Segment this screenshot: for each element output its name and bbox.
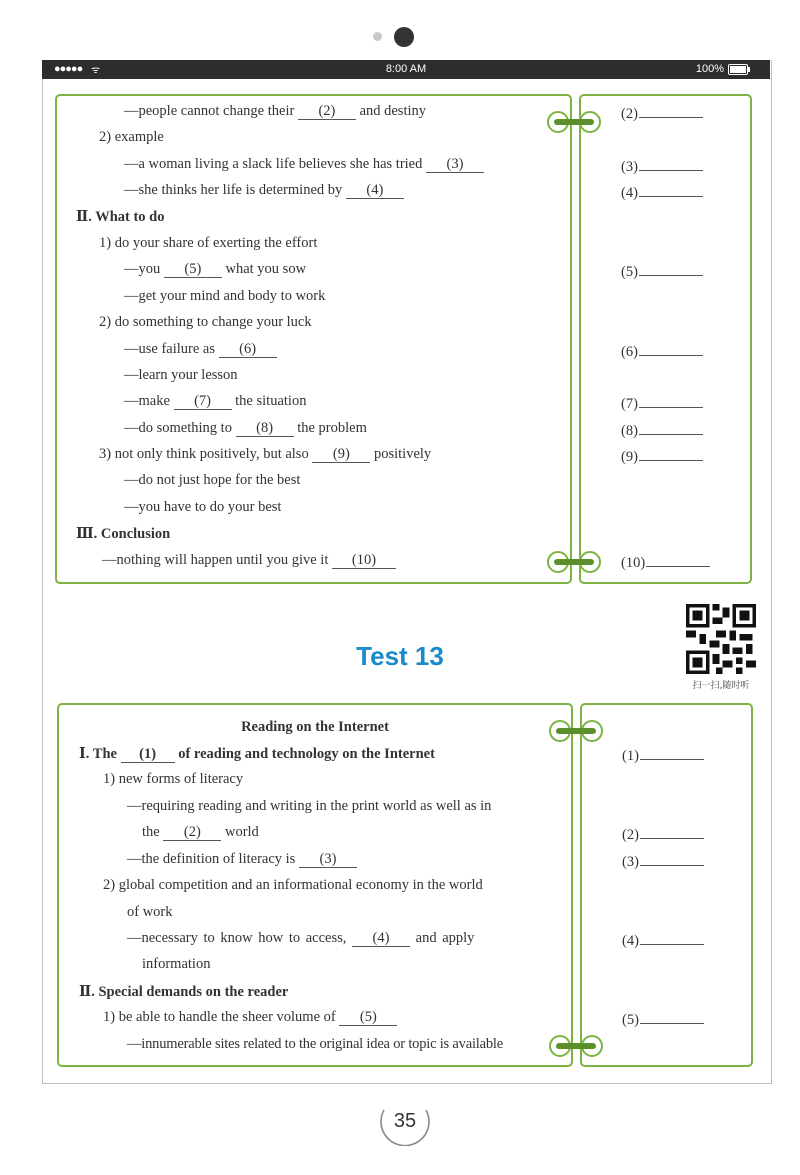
- s1-line-15: —do not just hope for the best: [124, 472, 301, 488]
- answer-2: (2): [621, 103, 703, 123]
- answer-3: (3): [621, 156, 703, 176]
- blank-7: (7): [174, 394, 232, 410]
- s2-line-1: Ⅰ. The (1) of reading and technology on the Internet: [79, 746, 435, 762]
- s2-line-2: 1) new forms of literacy: [103, 771, 244, 787]
- s2-line-12: —innumerable sites related to the original idea or topic is available: [127, 1036, 503, 1052]
- s2-line-5: —the definition of literacy is (3): [127, 851, 357, 868]
- blank-6: (6): [219, 342, 277, 358]
- s1-line-10: —use failure as (6): [124, 341, 277, 358]
- blank-4: (4): [346, 183, 404, 199]
- s1-line-13: —do something to (8) the problem: [124, 420, 367, 436]
- s1-line-12: —make (7) the situation: [124, 393, 307, 409]
- blank-5b: (5): [339, 1010, 397, 1026]
- answer-8: (8): [621, 420, 703, 440]
- s1-line-1: —people cannot change their (2) and destiny: [124, 103, 427, 119]
- camera-dot: [394, 27, 414, 47]
- blank-4b: (4): [352, 931, 410, 947]
- qr-caption: 扫一扫,随时听: [692, 681, 750, 691]
- binder-ring-icon: [546, 550, 602, 574]
- wifi-icon: ᯤ: [91, 65, 101, 76]
- answer-5b: (5): [622, 1009, 704, 1029]
- answer-9: (9): [621, 446, 703, 466]
- s1-heading-conclusion: Ⅲ. Conclusion: [76, 526, 171, 542]
- page-number: 35: [378, 1096, 432, 1146]
- s2-line-4: the (2) world: [142, 824, 259, 840]
- answer-2b: (2): [622, 824, 704, 844]
- answer-5: (5): [621, 261, 703, 281]
- s2-line-8: —necessary to know how to access, (4) and apply: [127, 930, 475, 946]
- answer-1b: (1): [622, 745, 704, 765]
- binder-ring-icon: [548, 1034, 604, 1058]
- binder-ring-icon: [548, 719, 604, 743]
- s1-line-16: —you have to do your best: [124, 499, 282, 515]
- camera-dot-small: [373, 32, 382, 41]
- signal-icon: ●●●●●: [54, 63, 83, 75]
- blank-8: (8): [236, 421, 294, 437]
- answer-10: (10): [621, 552, 710, 572]
- blank-9: (9): [312, 447, 370, 463]
- blank-3b: (3): [299, 852, 357, 868]
- blank-5: (5): [164, 262, 222, 278]
- answer-6: (6): [621, 341, 703, 361]
- s1-line-8: —get your mind and body to work: [124, 288, 326, 304]
- blank-3: (3): [426, 157, 484, 173]
- s2-heading-special-demands: Ⅱ. Special demands on the reader: [79, 984, 289, 1000]
- blank-2: (2): [298, 104, 356, 120]
- blank-1: (1): [121, 747, 175, 763]
- s2-line-3: —requiring reading and writing in the print world as well as in: [127, 798, 492, 814]
- s1-line-4: —she thinks her life is determined by (4): [124, 182, 404, 199]
- section-heading: Reading on the Internet: [241, 719, 389, 735]
- test-title: Test 13: [356, 641, 444, 671]
- battery-percent: 100%: [695, 63, 724, 75]
- s1-line-9: 2) do something to change your luck: [99, 314, 312, 330]
- answer-3b: (3): [622, 851, 704, 871]
- status-bar: [42, 60, 770, 79]
- s1-line-7: —you (5) what you sow: [124, 261, 307, 277]
- qr-code-icon[interactable]: [686, 604, 756, 674]
- answer-4: (4): [621, 182, 703, 202]
- s2-line-9: information: [142, 956, 211, 972]
- s1-line-18: —nothing will happen until you give it (10): [102, 552, 396, 569]
- s1-heading-what-to-do: Ⅱ. What to do: [76, 209, 165, 225]
- blank-10: (10): [332, 553, 396, 569]
- answer-4b: (4): [622, 930, 704, 950]
- s2-line-7: of work: [127, 904, 173, 920]
- s1-line-14: 3) not only think positively, but also (9) positively: [99, 446, 432, 462]
- s1-line-3: —a woman living a slack life believes she has tried (3): [124, 156, 484, 173]
- blank-2b: (2): [163, 825, 221, 841]
- s2-line-6: 2) global competition and an informational economy in the world: [103, 877, 483, 893]
- status-time: 8:00 AM: [385, 63, 427, 75]
- answer-7: (7): [621, 393, 703, 413]
- s1-line-2: 2) example: [99, 129, 164, 145]
- binder-ring-icon: [546, 110, 602, 134]
- battery-icon: [728, 64, 748, 75]
- s1-line-6: 1) do your share of exerting the effort: [99, 235, 318, 251]
- s1-line-11: —learn your lesson: [124, 367, 238, 383]
- s2-line-11: 1) be able to handle the sheer volume of (5): [103, 1009, 397, 1026]
